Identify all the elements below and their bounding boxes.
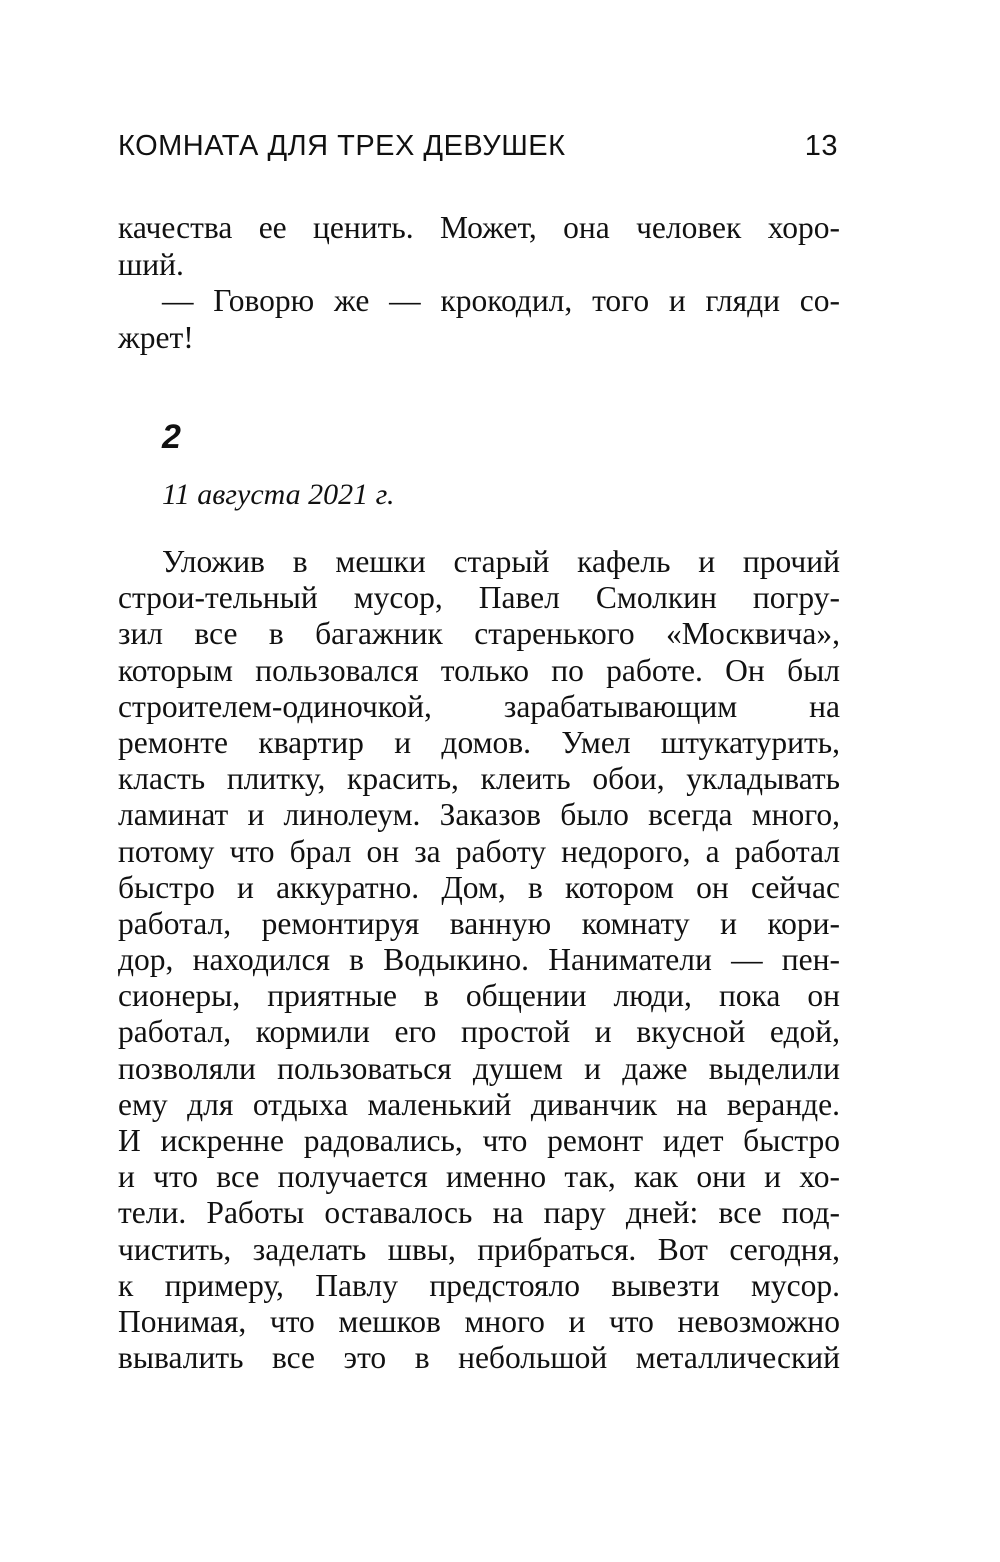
text-line: чистить, заделать швы, прибраться. Вот сегодня, — [118, 1231, 840, 1267]
text-line: ший. — [118, 246, 184, 282]
text-line: класть плитку, красить, клеить обои, укладывать — [118, 761, 840, 797]
text-line: и что все получается именно так, как они и хо- — [118, 1159, 840, 1195]
text-line: строителем-одиночкой, зарабатывающим на — [118, 688, 840, 724]
chapter-date: 11 августа 2021 г. — [162, 478, 395, 511]
text-line: строи-тельный мусор, Павел Смолкин погру- — [118, 580, 840, 616]
text-line: работал, кормили его простой и вкусной едой, — [118, 1014, 840, 1050]
intro-text — [118, 210, 840, 356]
text-line: И искренне радовались, что ремонт идет быстро — [118, 1123, 840, 1158]
text-line: ламинат и линолеум. Заказов было всегда много, — [118, 797, 840, 833]
text-line: позволяли пользоваться душем и даже выделили — [118, 1050, 840, 1086]
text-line: сионеры, приятные в общении люди, пока он — [118, 978, 840, 1014]
text-line: к примеру, Павлу предстояло вывезти мусор. — [118, 1267, 840, 1303]
text-line: тели. Работы оставалось на пару дней: все под- — [118, 1195, 840, 1231]
text-line: потому что брал он за работу недорого, а работал — [118, 833, 840, 869]
text-line: быстро и аккуратно. Дом, в котором он сейчас — [118, 869, 840, 905]
page-number: 13 — [804, 130, 838, 162]
chapter-text — [118, 544, 840, 1376]
text-line: — Говорю же — крокодил, того и гляди со- — [162, 283, 840, 318]
text-line: зил все в багажник старенького «Москвича», — [118, 616, 840, 652]
running-header — [118, 130, 840, 174]
text-line: которым пользовался только по работе. Он был — [118, 652, 840, 688]
chapter-number: 2 — [162, 418, 181, 456]
text-line: жрет! — [118, 319, 194, 355]
text-line: Понимая, что мешков много и что невозможно — [118, 1303, 840, 1339]
text-line: дор, находился в Водыкино. Наниматели — пен- — [118, 942, 840, 978]
text-line: работал, ремонтируя ванную комнату и кори- — [118, 905, 840, 941]
running-title: КОМНАТА ДЛЯ ТРЕХ ДЕВУШЕК — [118, 130, 566, 162]
text-line: качества ее ценить. Может, она человек хоро- — [118, 210, 840, 245]
text-line: ремонте квартир и домов. Умел штукатурить, — [118, 724, 840, 760]
book-page — [118, 0, 840, 1562]
text-line: Уложив в мешки старый кафель и прочий — [162, 544, 840, 579]
text-line: ему для отдыха маленький диванчик на веранде. — [118, 1086, 840, 1122]
text-line: вывалить все это в небольшой металлический — [118, 1340, 840, 1376]
